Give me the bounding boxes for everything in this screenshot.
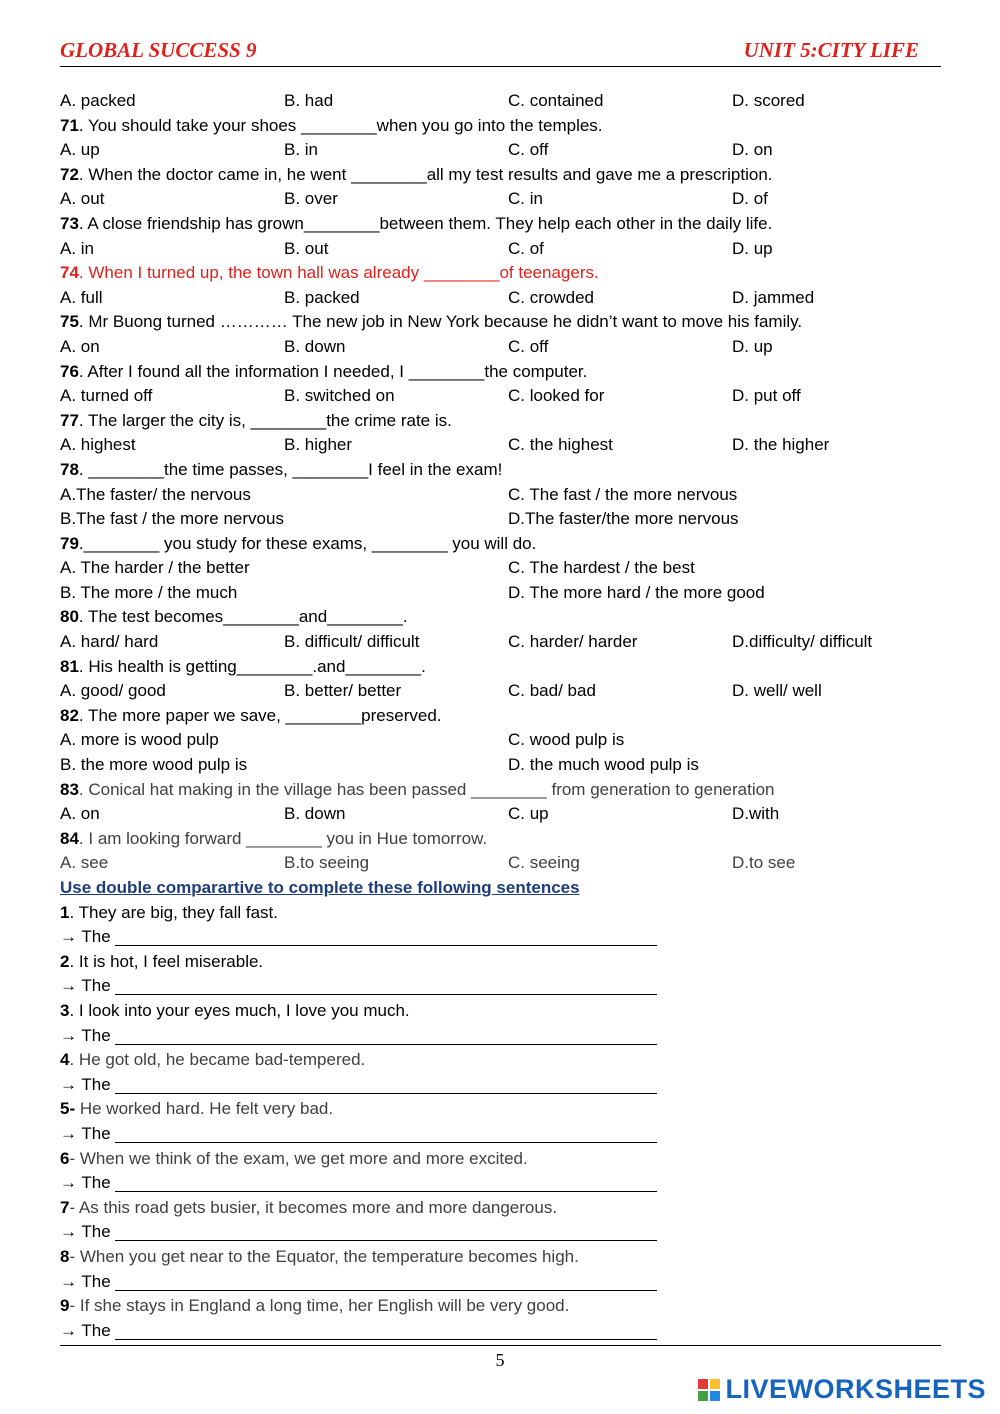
question-line xyxy=(60,778,940,803)
answer-option: D. well/ well xyxy=(732,681,822,701)
question-text: . They are big, they fall fast. xyxy=(69,902,278,922)
answer-option: C. the highest xyxy=(508,435,613,455)
question-text: - When we think of the exam, we get more and more excited. xyxy=(69,1148,528,1168)
answer-options-row xyxy=(60,187,940,212)
question-line xyxy=(60,950,940,975)
answer-option: B. had xyxy=(284,91,334,110)
answer-line xyxy=(60,1024,940,1049)
answer-option: B.to seeing xyxy=(284,853,370,873)
answer-option: A. more is wood pulp xyxy=(60,730,219,750)
question-line xyxy=(60,212,940,237)
answer-option: C. crowded xyxy=(508,287,594,307)
question-number: 83 xyxy=(60,779,79,799)
section-heading-text: Use double comparartive to complete these following sentences xyxy=(60,878,580,897)
answer-option: D. the much wood pulp is xyxy=(508,755,699,775)
answer-option: B. difficult/ difficult xyxy=(284,632,420,652)
answer-option: D. The more hard / the more good xyxy=(508,582,765,602)
answer-option: A. out xyxy=(60,189,105,209)
answer-prefix: → The xyxy=(60,1025,116,1045)
page-header xyxy=(60,38,941,67)
question-line xyxy=(60,605,940,630)
answer-option: D. scored xyxy=(732,91,805,110)
question-text: - As this road gets busier, it becomes more and more dangerous. xyxy=(69,1197,558,1217)
answer-line xyxy=(60,1220,940,1245)
answer-blank[interactable] xyxy=(115,976,657,995)
question-number: 4 xyxy=(60,1050,70,1070)
question-number: 73 xyxy=(60,213,79,233)
question-line xyxy=(60,1196,940,1221)
answer-blank[interactable] xyxy=(115,1222,657,1241)
answer-option: C. seeing xyxy=(508,853,580,873)
brand-name: LIVEWORKSHEETS xyxy=(725,1374,986,1404)
answer-option: A. full xyxy=(60,287,103,307)
answer-option: A. on xyxy=(60,336,100,356)
answer-blank[interactable] xyxy=(115,1124,657,1143)
footer-divider xyxy=(60,1345,941,1346)
answer-blank[interactable] xyxy=(115,1173,657,1192)
question-line xyxy=(60,458,940,483)
answer-option: C. off xyxy=(508,140,549,160)
question-line xyxy=(60,999,940,1024)
answer-option: C. contained xyxy=(508,91,604,110)
question-text: . I look into your eyes much, I love you much. xyxy=(69,1000,410,1020)
answer-option: C. The hardest / the best xyxy=(508,558,695,578)
question-text: . After I found all the information I needed, I ________the computer. xyxy=(78,361,588,381)
answer-option: A. up xyxy=(60,140,100,160)
question-line xyxy=(60,532,940,557)
answer-prefix: → The xyxy=(60,1123,116,1143)
question-line xyxy=(60,1147,940,1172)
answer-option: D.to see xyxy=(732,853,796,873)
answer-options-row xyxy=(60,286,940,311)
answer-prefix: → The xyxy=(60,1320,116,1340)
answer-option: D. up xyxy=(732,336,773,356)
answer-options-row xyxy=(60,433,940,458)
question-number: 6 xyxy=(60,1148,70,1168)
question-line xyxy=(60,261,940,286)
question-text: . A close friendship has grown________between them. They help each other in the daily life. xyxy=(78,213,773,233)
question-line xyxy=(60,1294,940,1319)
answer-option: B.The fast / the more nervous xyxy=(60,509,284,529)
logo-square xyxy=(710,1379,720,1389)
question-number: 74 xyxy=(60,263,79,283)
unit-title: UNIT 5:CITY LIFE xyxy=(743,38,919,62)
answer-line xyxy=(60,1270,940,1295)
question-text: . Mr Buong turned ………… The new job in New York because he didn’t want to move his family. xyxy=(78,312,803,332)
question-number: 71 xyxy=(60,115,79,135)
answer-option: C. wood pulp is xyxy=(508,730,625,750)
answer-options-row xyxy=(60,335,940,360)
question-text: . I am looking forward ________ you in Hue tomorrow. xyxy=(78,828,488,848)
answer-option: A. see xyxy=(60,853,109,873)
answer-option: D.difficulty/ difficult xyxy=(732,632,873,652)
question-line xyxy=(60,1097,940,1122)
section-heading xyxy=(60,876,940,901)
question-line xyxy=(60,1245,940,1270)
answer-option: D. of xyxy=(732,189,768,209)
answer-line xyxy=(60,974,940,999)
question-line xyxy=(60,163,940,188)
answer-options-row xyxy=(60,802,940,827)
question-text: . You should take your shoes ________when you go into the temples. xyxy=(78,115,603,135)
question-number: 1 xyxy=(60,902,70,922)
answer-option: C. The fast / the more nervous xyxy=(508,484,738,504)
question-number: 75 xyxy=(60,312,79,332)
answer-option: D. the higher xyxy=(732,435,830,455)
liveworksheets-logo xyxy=(698,1374,986,1405)
answer-option: C. in xyxy=(508,189,543,209)
question-number: 80 xyxy=(60,607,79,627)
logo-square xyxy=(710,1391,720,1401)
answer-options-row xyxy=(60,384,940,409)
question-number: 76 xyxy=(60,361,79,381)
answer-option: A. turned off xyxy=(60,386,153,406)
answer-option: B. switched on xyxy=(284,386,395,406)
answer-option: B. higher xyxy=(284,435,353,455)
answer-option: A. highest xyxy=(60,435,136,455)
worksheet-content xyxy=(60,89,940,1343)
logo-square xyxy=(698,1379,708,1389)
answer-blank[interactable] xyxy=(115,1272,657,1291)
question-text: . His health is getting________.and________. xyxy=(78,656,426,676)
answer-options-row xyxy=(60,483,940,508)
question-text: . ________the time passes, ________I feel in the exam! xyxy=(78,459,503,479)
question-text: . It is hot, I feel miserable. xyxy=(69,951,264,971)
question-text: - When you get near to the Equator, the temperature becomes high. xyxy=(69,1246,579,1266)
answer-line xyxy=(60,1073,940,1098)
answer-options-row xyxy=(60,581,940,606)
question-number: 82 xyxy=(60,705,79,725)
answer-prefix: → The xyxy=(60,1222,116,1242)
answer-blank[interactable] xyxy=(115,1026,657,1045)
question-text: . Conical hat making in the village has been passed ________ from generation to generation xyxy=(78,779,775,799)
answer-option: A. in xyxy=(60,238,95,258)
answer-option: D. on xyxy=(732,140,773,160)
question-number: 3 xyxy=(60,1000,70,1020)
answer-option: C. up xyxy=(508,804,549,824)
question-number: 7 xyxy=(60,1197,70,1217)
question-number: 2 xyxy=(60,951,70,971)
answer-option: B. The more / the much xyxy=(60,582,238,602)
answer-option: A.The faster/ the nervous xyxy=(60,484,251,504)
question-text: - If she stays in England a long time, her English will be very good. xyxy=(69,1296,570,1316)
question-text: .________ you study for these exams, ________ you will do. xyxy=(78,533,537,553)
logo-square xyxy=(698,1391,708,1401)
answer-option: B. over xyxy=(284,189,338,209)
answer-option: C. harder/ harder xyxy=(508,632,638,652)
question-number: 78 xyxy=(60,459,79,479)
question-text: . He got old, he became bad-tempered. xyxy=(69,1050,366,1070)
question-line xyxy=(60,1048,940,1073)
answer-prefix: → The xyxy=(60,976,116,996)
answer-option: A. The harder / the better xyxy=(60,558,250,578)
answer-option: B. the more wood pulp is xyxy=(60,755,248,775)
answer-option: A. good/ good xyxy=(60,681,166,701)
question-number: 79 xyxy=(60,533,79,553)
book-title: GLOBAL SUCCESS 9 xyxy=(60,38,257,62)
answer-blank[interactable] xyxy=(115,1075,657,1094)
answer-option: B. down xyxy=(284,336,346,356)
answer-option: B. in xyxy=(284,140,319,160)
question-text: . The test becomes________and________. xyxy=(78,607,408,627)
question-number: 81 xyxy=(60,656,79,676)
question-line xyxy=(60,827,940,852)
answer-option: D.The faster/the more nervous xyxy=(508,509,739,529)
question-text: . When I turned up, the town hall was already ________of teenagers. xyxy=(78,263,599,283)
question-text: . When the doctor came in, he went ________all my test results and gave me a prescription. xyxy=(78,164,773,184)
answer-blank[interactable] xyxy=(115,1321,657,1340)
question-line xyxy=(60,409,940,434)
answer-options-row xyxy=(60,138,940,163)
answer-options-row xyxy=(60,507,940,532)
answer-option: D. put off xyxy=(732,386,801,406)
answer-line xyxy=(60,1122,940,1147)
answer-option: C. off xyxy=(508,336,549,356)
answer-line xyxy=(60,1319,940,1344)
answer-prefix: → The xyxy=(60,927,116,947)
question-line xyxy=(60,655,940,680)
answer-options-row xyxy=(60,556,940,581)
answer-option: D.with xyxy=(732,804,780,824)
answer-options-row xyxy=(60,89,940,114)
question-number: 84 xyxy=(60,828,79,848)
answer-prefix: → The xyxy=(60,1271,116,1291)
question-number: 77 xyxy=(60,410,79,430)
question-line xyxy=(60,114,940,139)
answer-options-row xyxy=(60,237,940,262)
question-line xyxy=(60,901,940,926)
answer-option: C. bad/ bad xyxy=(508,681,596,701)
answer-options-row xyxy=(60,728,940,753)
answer-options-row xyxy=(60,753,940,778)
question-line xyxy=(60,310,940,335)
answer-line xyxy=(60,1171,940,1196)
question-line xyxy=(60,704,940,729)
answer-prefix: → The xyxy=(60,1173,116,1193)
answer-option: C. looked for xyxy=(508,386,605,406)
answer-option: A. on xyxy=(60,804,100,824)
answer-option: C. of xyxy=(508,238,544,258)
question-text: . The larger the city is, ________the crime rate is. xyxy=(78,410,452,430)
question-number: 9 xyxy=(60,1296,70,1316)
answer-prefix: → The xyxy=(60,1074,116,1094)
page-number: 5 xyxy=(495,1350,505,1370)
question-line xyxy=(60,360,940,385)
answer-option: A. packed xyxy=(60,91,136,110)
question-text: He worked hard. He felt very bad. xyxy=(75,1099,334,1119)
question-number: 72 xyxy=(60,164,79,184)
answer-option: D. jammed xyxy=(732,287,815,307)
answer-blank[interactable] xyxy=(115,927,657,946)
answer-option: D. up xyxy=(732,238,773,258)
question-number: 8 xyxy=(60,1246,70,1266)
answer-line xyxy=(60,925,940,950)
answer-option: B. out xyxy=(284,238,329,258)
answer-option: B. packed xyxy=(284,287,360,307)
answer-option: A. hard/ hard xyxy=(60,632,159,652)
answer-options-row xyxy=(60,851,940,876)
answer-options-row xyxy=(60,630,940,655)
answer-options-row xyxy=(60,679,940,704)
answer-option: B. down xyxy=(284,804,346,824)
question-text: . The more paper we save, ________preserved. xyxy=(78,705,442,725)
question-number: 5- xyxy=(60,1099,76,1119)
answer-option: B. better/ better xyxy=(284,681,402,701)
brand-icon xyxy=(698,1379,720,1401)
